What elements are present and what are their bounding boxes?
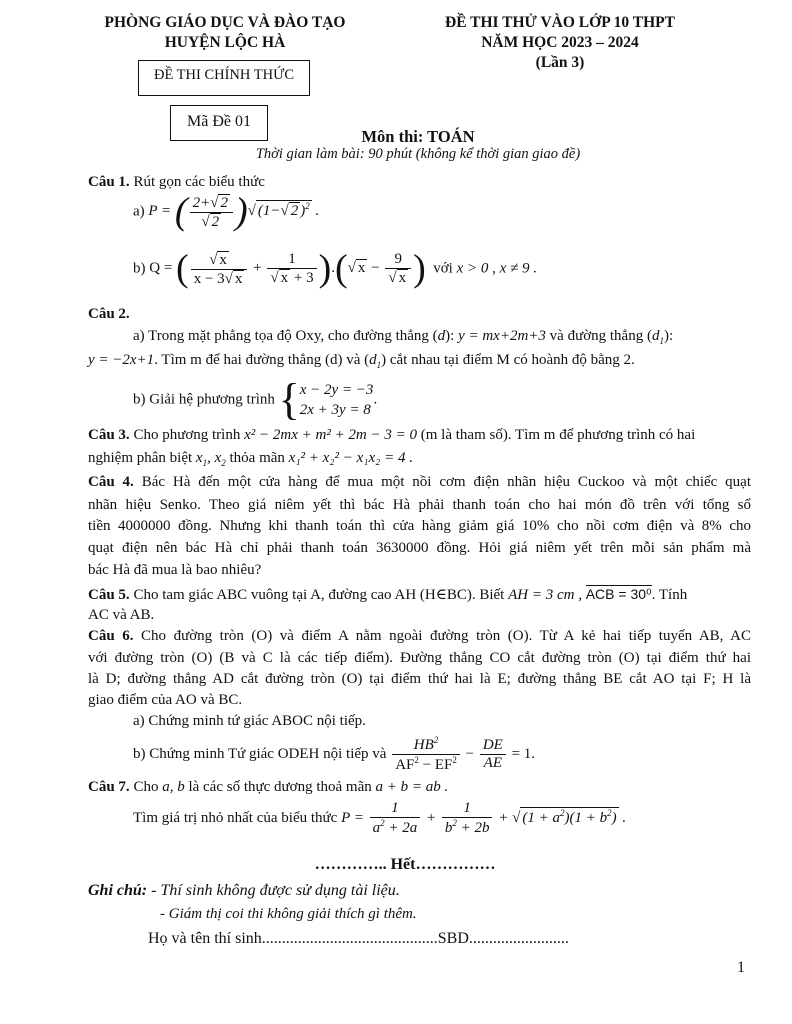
q7-text2: là các số thực dương thoả mãn	[188, 779, 372, 795]
q6-line2: với đường tròn (O) (B và C là các tiếp điểm). Đường thẳng CO cắt đường tròn (O) tại điểm thứ hai	[88, 650, 751, 666]
q5-ah: AH = 3 cm ,	[508, 587, 582, 603]
q4-line1	[88, 474, 751, 491]
q6b-line: b) Chứng minh Tứ giác ODEH nội tiếp và $\frac{HB^2}{AF^2 - EF^2}$ − $\frac{DE}{AE}$ = 1.	[133, 735, 536, 773]
q5-line1	[88, 585, 687, 604]
q5-text1: Cho tam giác ABC vuông tại A, đường cao AH (H∈BC). Biết	[133, 587, 505, 603]
q6-text1: Cho đường tròn (O) và điểm A nằm ngoài đường tròn (O). Từ A kẻ hai tiếp tuyến AB, AC	[133, 628, 751, 644]
q1a-label: a)	[133, 203, 145, 220]
note-line2: - Giám thị coi thi không giải thích gì thêm.	[160, 906, 417, 922]
exam-line3: (Lần 3)	[535, 54, 585, 71]
q4-label: Câu 4.	[88, 474, 134, 490]
q2b-line: b) Giải hệ phương trình { x − 2y = −3 2x + 3y = 8 .	[133, 375, 378, 424]
official-label: ĐỀ THI CHÍNH THỨC	[153, 67, 294, 83]
q3-text4: thỏa mãn	[229, 450, 285, 466]
q6a: a) Chứng minh tứ giác ABOC nội tiếp.	[133, 713, 366, 729]
q7-text3: Tìm giá trị nhỏ nhất của biểu thức	[133, 810, 338, 826]
q3-cond: x₁² + x₂² − x₁x₂ = 4 .	[288, 450, 414, 466]
q3-text3: nghiệm phân biệt	[88, 450, 193, 466]
q4-line5: bác Hà đã mua là bao nhiêu?	[88, 562, 262, 578]
q1b-cond-text: với	[433, 260, 453, 277]
q4-line3: tiền 4000000 đồng. Nhưng khi thanh toán thì cửa hàng giảm giá 10% cho nồi cơm điện và 8% cho	[88, 518, 751, 534]
q3-line1	[88, 427, 695, 444]
note-label: Ghi chú:	[88, 882, 148, 899]
q2-label: Câu 2.	[88, 306, 130, 322]
candidate-line: Họ và tên thí sinh............................................SBD.........................	[148, 930, 569, 947]
q7-line1	[88, 779, 448, 796]
q6b-text: b) Chứng minh Tứ giác ODEH nội tiếp và	[133, 746, 387, 762]
q3-text2: (m là tham số). Tìm m để phương trình có hai	[420, 427, 696, 443]
q2b-eq1: x − 2y = −3	[299, 382, 374, 398]
note-text1: - Thí sinh không được sử dụng tài liệu.	[147, 882, 400, 899]
q6b-frac2: $\frac{DE}{AE}$	[480, 737, 506, 772]
q7-line2	[133, 800, 626, 837]
q6-line1	[88, 628, 751, 645]
q1b-label: b)	[133, 260, 146, 277]
q1b-cond-math: x > 0 , x ≠ 9 .	[456, 260, 538, 277]
q6b-frac1: $\frac{HB^2}{AF^2 - EF^2}$	[392, 735, 460, 774]
q5-line2: AC và AB.	[88, 607, 155, 623]
q2a-text2b: ) cắt nhau tại điểm M có hoành độ bằng 2.	[381, 352, 635, 368]
q7-expression: P = $\frac{1}{a^2 + 2a}$ + $\frac{1}{b^2 + 2b}$ + √ $(1 + a^2)(1 + b^2)$ .	[341, 800, 627, 836]
q2a-text2: . Tìm m để hai đường thẳng (d) và (	[154, 352, 370, 368]
q1a-expression	[133, 193, 319, 231]
page-number: 1	[737, 959, 745, 976]
q5-text2: . Tính	[651, 587, 688, 603]
subject-title: Môn thi: TOÁN	[361, 127, 475, 146]
q2a-text1b: ):	[445, 328, 459, 344]
q7-cond: a + b = ab .	[375, 779, 449, 795]
exam-line1: ĐỀ THI THỬ VÀO LỚP 10 THPT	[445, 14, 675, 31]
q7-text1: Cho	[133, 779, 159, 795]
note-line1	[88, 882, 400, 900]
exam-line2: NĂM HỌC 2023 – 2024	[481, 34, 639, 51]
q2a-eq1: y = mx+2m+3	[458, 328, 546, 344]
q4-line2: nhãn hiệu Senko. Theo giá niêm yết thì bác Hà phải thanh toán cho hai món đồ trên với tổng số	[88, 497, 751, 513]
q2a-eq2: y = −2x+1	[88, 352, 155, 368]
q6-line4: giao điểm của AO và BC.	[88, 692, 243, 708]
q1-label: Câu 1.	[88, 174, 130, 190]
q2a-text1c: và đường thẳng (	[545, 328, 652, 344]
q3-label: Câu 3.	[88, 427, 130, 443]
q6-line3: là D; đường thẳng AD cắt đường tròn (O) tại điểm thứ hai là E; đường thẳng BE cắt AO tại F; H là	[88, 671, 751, 687]
q7-vars: a, b	[162, 779, 185, 795]
q3-line2: nghiệm phân biệt $x_1$, $x_2$ thỏa mãn x₁² + x₂² − x₁x₂ = 4 .	[88, 450, 414, 468]
q1-heading	[88, 174, 265, 191]
q5-label: Câu 5.	[88, 587, 130, 603]
q1b-math: Q = ( $\frac{√ x}{x - 3√ x}$ + $\frac{1}{√ x + 3}$ ).(√ x − $\frac{9}{√ x}$ )	[149, 248, 426, 290]
q4-text1: Bác Hà đến một cửa hàng để mua một nồi cơm điện nhãn hiệu Cuckoo và một chiếc quạt	[141, 474, 752, 490]
q2b-text: b) Giải hệ phương trình	[133, 391, 275, 408]
q1-text: Rút gọn các biểu thức	[133, 174, 265, 190]
exam-code: Mã Đề 01	[187, 113, 251, 130]
q5-acb: ACB = 30⁰	[585, 586, 652, 602]
q2a-text1d: ):	[663, 328, 674, 344]
dept-line1: PHÒNG GIÁO DỤC VÀ ĐÀO TẠO	[104, 14, 346, 31]
q1b-expression	[133, 250, 537, 288]
q7-label: Câu 7.	[88, 779, 130, 795]
exam-time: Thời gian làm bài: 90 phút (không kể thời gian giao đề)	[255, 146, 581, 162]
q4-line4: quạt điện nên bác Hà chỉ phải thanh toán 3630000 đồng. Hỏi giá niêm yết trên mỗi sản phẩm mà	[88, 540, 751, 556]
q3-eq: x² − 2mx + m² + 2m − 3 = 0	[244, 427, 418, 443]
q2a-text1: a) Trong mặt phẳng tọa độ Oxy, cho đường thẳng (	[133, 328, 438, 344]
q2b-eq2: 2x + 3y = 8	[299, 402, 371, 418]
q6-label: Câu 6.	[88, 628, 134, 644]
q2a-line2: y = −2x+1. Tìm m để hai đường thẳng (d) và $(d_1)$ cắt nhau tại điểm M có hoành độ bằng 2.	[88, 352, 635, 370]
dept-line2: HUYỆN LỘC HÀ	[164, 34, 286, 51]
q3-text1: Cho phương trình	[133, 427, 241, 443]
end-mark: ………….. Hết……………	[314, 856, 496, 873]
q1a-math: P = ( $\frac{2+√ 2}{√ 2}$ )√ (1−√ 2 )$^2$ .	[148, 191, 320, 233]
q2a-line1: a) Trong mặt phẳng tọa độ Oxy, cho đường thẳng (d): y = mx+2m+3 và đường thẳng $(d_1)$:	[133, 328, 674, 346]
